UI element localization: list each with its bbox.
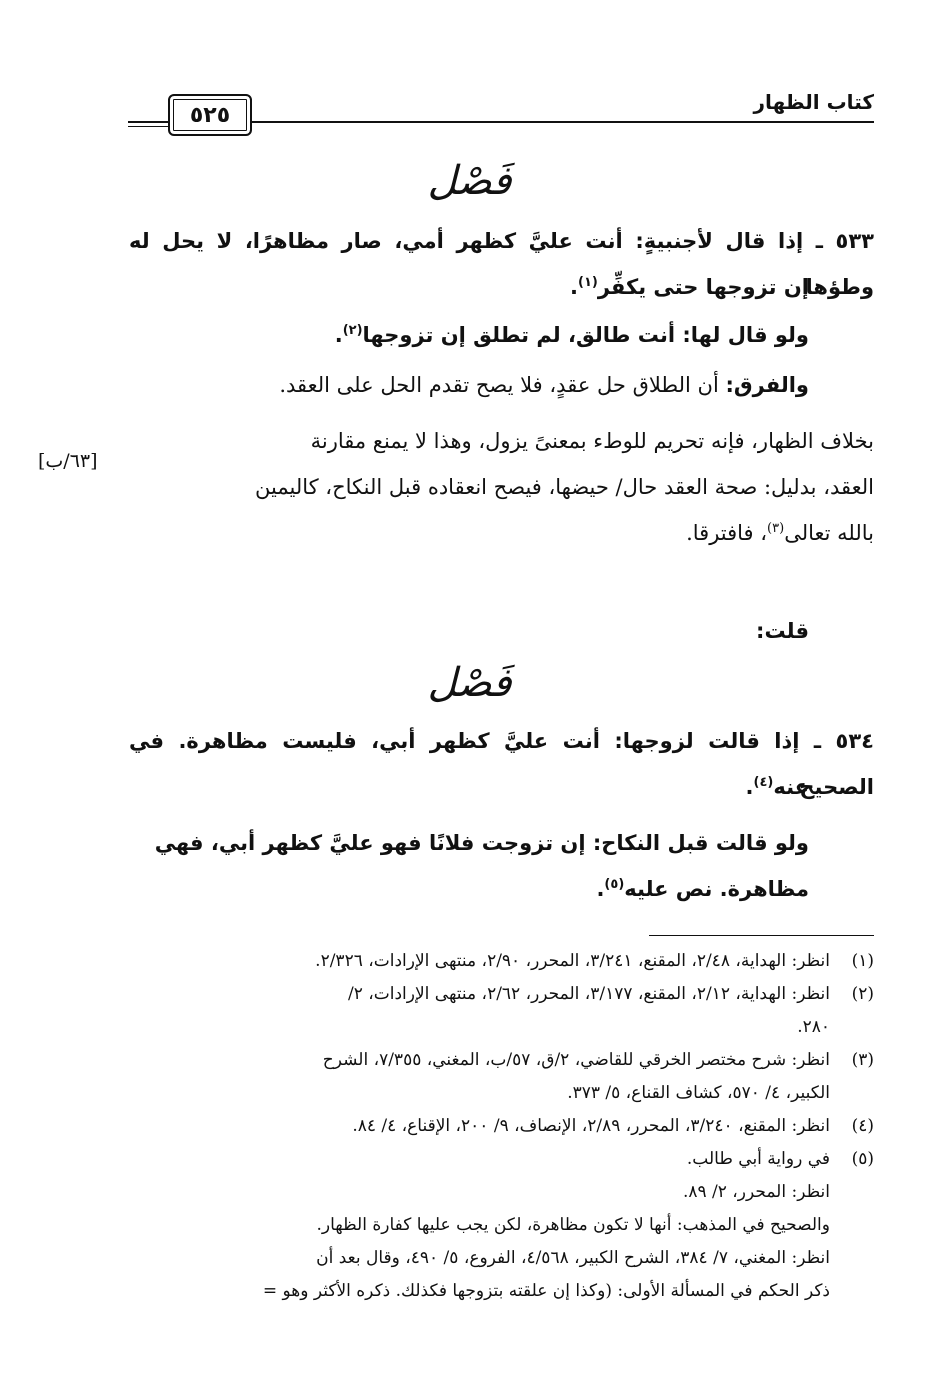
paragraph-534b-line-1a: ولو قالت قبل النكاح: [592,831,809,855]
footnote-text: انظر: الهداية، ٢/٤٨، المقنع، ٣/٢٤١، المحرر، ٢/٩٠، منتهى الإرادات، ٢/٣٢٦. [315,951,830,971]
khilaf-end: ، فافترقا. [686,521,768,545]
farq-label: والفرق: [725,373,809,397]
footnotes [104,945,874,1308]
section-heading: فَصْل [427,158,512,204]
footnote-number: (١) [851,951,874,971]
section-heading: فَصْل [427,660,512,706]
footnote-text: انظر: المحرر، ٢/ ٨٩. [682,1182,830,1202]
margin-folio-note: [٦٣/ب] [38,450,98,472]
paragraph-533-end: . [570,275,578,299]
footnote-text: والصحيح في المذهب: أنها لا تكون مظاهرة، لكن يجب عليها كفارة الظهار. [316,1215,830,1235]
book-title: كتاب الظهار [746,90,874,114]
footnote-text: انظر: شرح مختصر الخرقي للقاضي، ٢/ق، ٥٧/ب، المغني، ٧/٣٥٥، الشرح [322,1050,830,1070]
footnote-number: (٤) [851,1116,874,1136]
page-number-frame [168,94,252,136]
khilaf-line-3: بالله تعالى [784,521,874,545]
paragraph-khilaf [129,418,874,556]
page-header [128,84,874,130]
paragraph-534b [129,820,809,912]
footnote-ref-4[interactable]: (٤) [753,775,774,790]
paragraph-534-end: . [745,775,754,799]
footnote-number: (٣) [851,1050,874,1070]
footnote-ref-2[interactable]: (٢) [342,323,363,338]
paragraph-533b-text: ولو قال لها: أنت طالق، لم تطلق إن تزوجها [362,323,809,347]
footnote-text: انظر: الهداية، ٢/١٢، المقنع، ٣/١٧٧، المحرر، ٢/٦٢، منتهى الإرادات، ٢/ [347,984,830,1004]
qult-text: قلت: [756,619,809,643]
paragraph-533-cont [129,264,809,310]
header-rule-short [128,126,168,127]
footnote-5 [104,1143,874,1308]
footnote-4 [104,1110,874,1143]
paragraph-533b-end: . [334,323,343,347]
footnote-text: الكبير، ٤/ ٥٧٠، كشاف القناع، ٥/ ٣٧٣. [567,1083,830,1103]
paragraph-533-line-2: إن تزوجها حتى يكفِّر [597,275,809,299]
paragraph-534b-line-2: مظاهرة. نص عليه [624,877,809,901]
footnote-ref-1[interactable]: (١) [577,275,598,290]
footnote-ref-3[interactable]: (٣) [767,521,785,536]
footnote-text: ٢٨٠. [797,1017,830,1037]
paragraph-534b-end: . [596,877,605,901]
footnote-text: ذكر الحكم في المسألة الأولى: (وكذا إن علقته بتزوجها فكذلك. ذكره الأكثر وهو = [262,1281,830,1301]
footnote-separator [649,935,874,936]
footnote-ref-5[interactable]: (٥) [604,877,625,892]
footnote-text: انظر: المغني، ٧/ ٣٨٤، الشرح الكبير، ٤/٥٦٨، الفروع، ٥/ ٤٩٠، وقال بعد أن [316,1248,830,1268]
paragraph-533b [129,312,809,358]
paragraph-farq [129,362,809,408]
footnote-number: (٥) [851,1149,874,1169]
paragraph-534-cont [129,764,809,810]
qult-label [129,608,809,654]
paragraph-534-line-1: ٥٣٤ ـ إذا قالت لزوجها: أنت عليَّ كظهر أبي، فليست مظاهرة. في الصحيح [129,729,874,799]
footnote-1 [104,945,874,978]
footnote-text: في رواية أبي طالب. [686,1149,830,1169]
footnote-text: انظر: المقنع، ٣/٢٤٠، المحرر، ٢/٨٩، الإنصاف، ٩/ ٢٠٠، الإقناع، ٤/ ٨٤. [352,1116,830,1136]
farq-text: أن الطلاق حل عقدٍ، فلا يصح تقدم الحل على العقد. [279,373,719,397]
footnote-2 [104,978,874,1044]
paragraph-534-line-2: عنه [773,775,809,799]
paragraph-533-line-1: ٥٣٣ ـ إذا قال لأجنبيةٍ: أنت عليَّ كظهر أمي، صار مظاهرًا، لا يحل له وطؤها [129,229,874,299]
page-number: ٥٢٥ [189,102,231,128]
khilaf-line-2: العقد، بدليل: صحة العقد حال/ حيضها، فيصح انعقاده قبل النكاح، كاليمين [255,475,874,499]
paragraph-534b-line-1b: إن تزوجت فلانًا فهو عليَّ كظهر أبي، فهي [154,831,586,855]
khilaf-line-1: بخلاف الظهار، فإنه تحريم للوطء بمعنىً يزول، وهذا لا يمنع مقارنة [310,429,874,453]
footnote-3 [104,1044,874,1110]
footnote-number: (٢) [851,984,874,1004]
